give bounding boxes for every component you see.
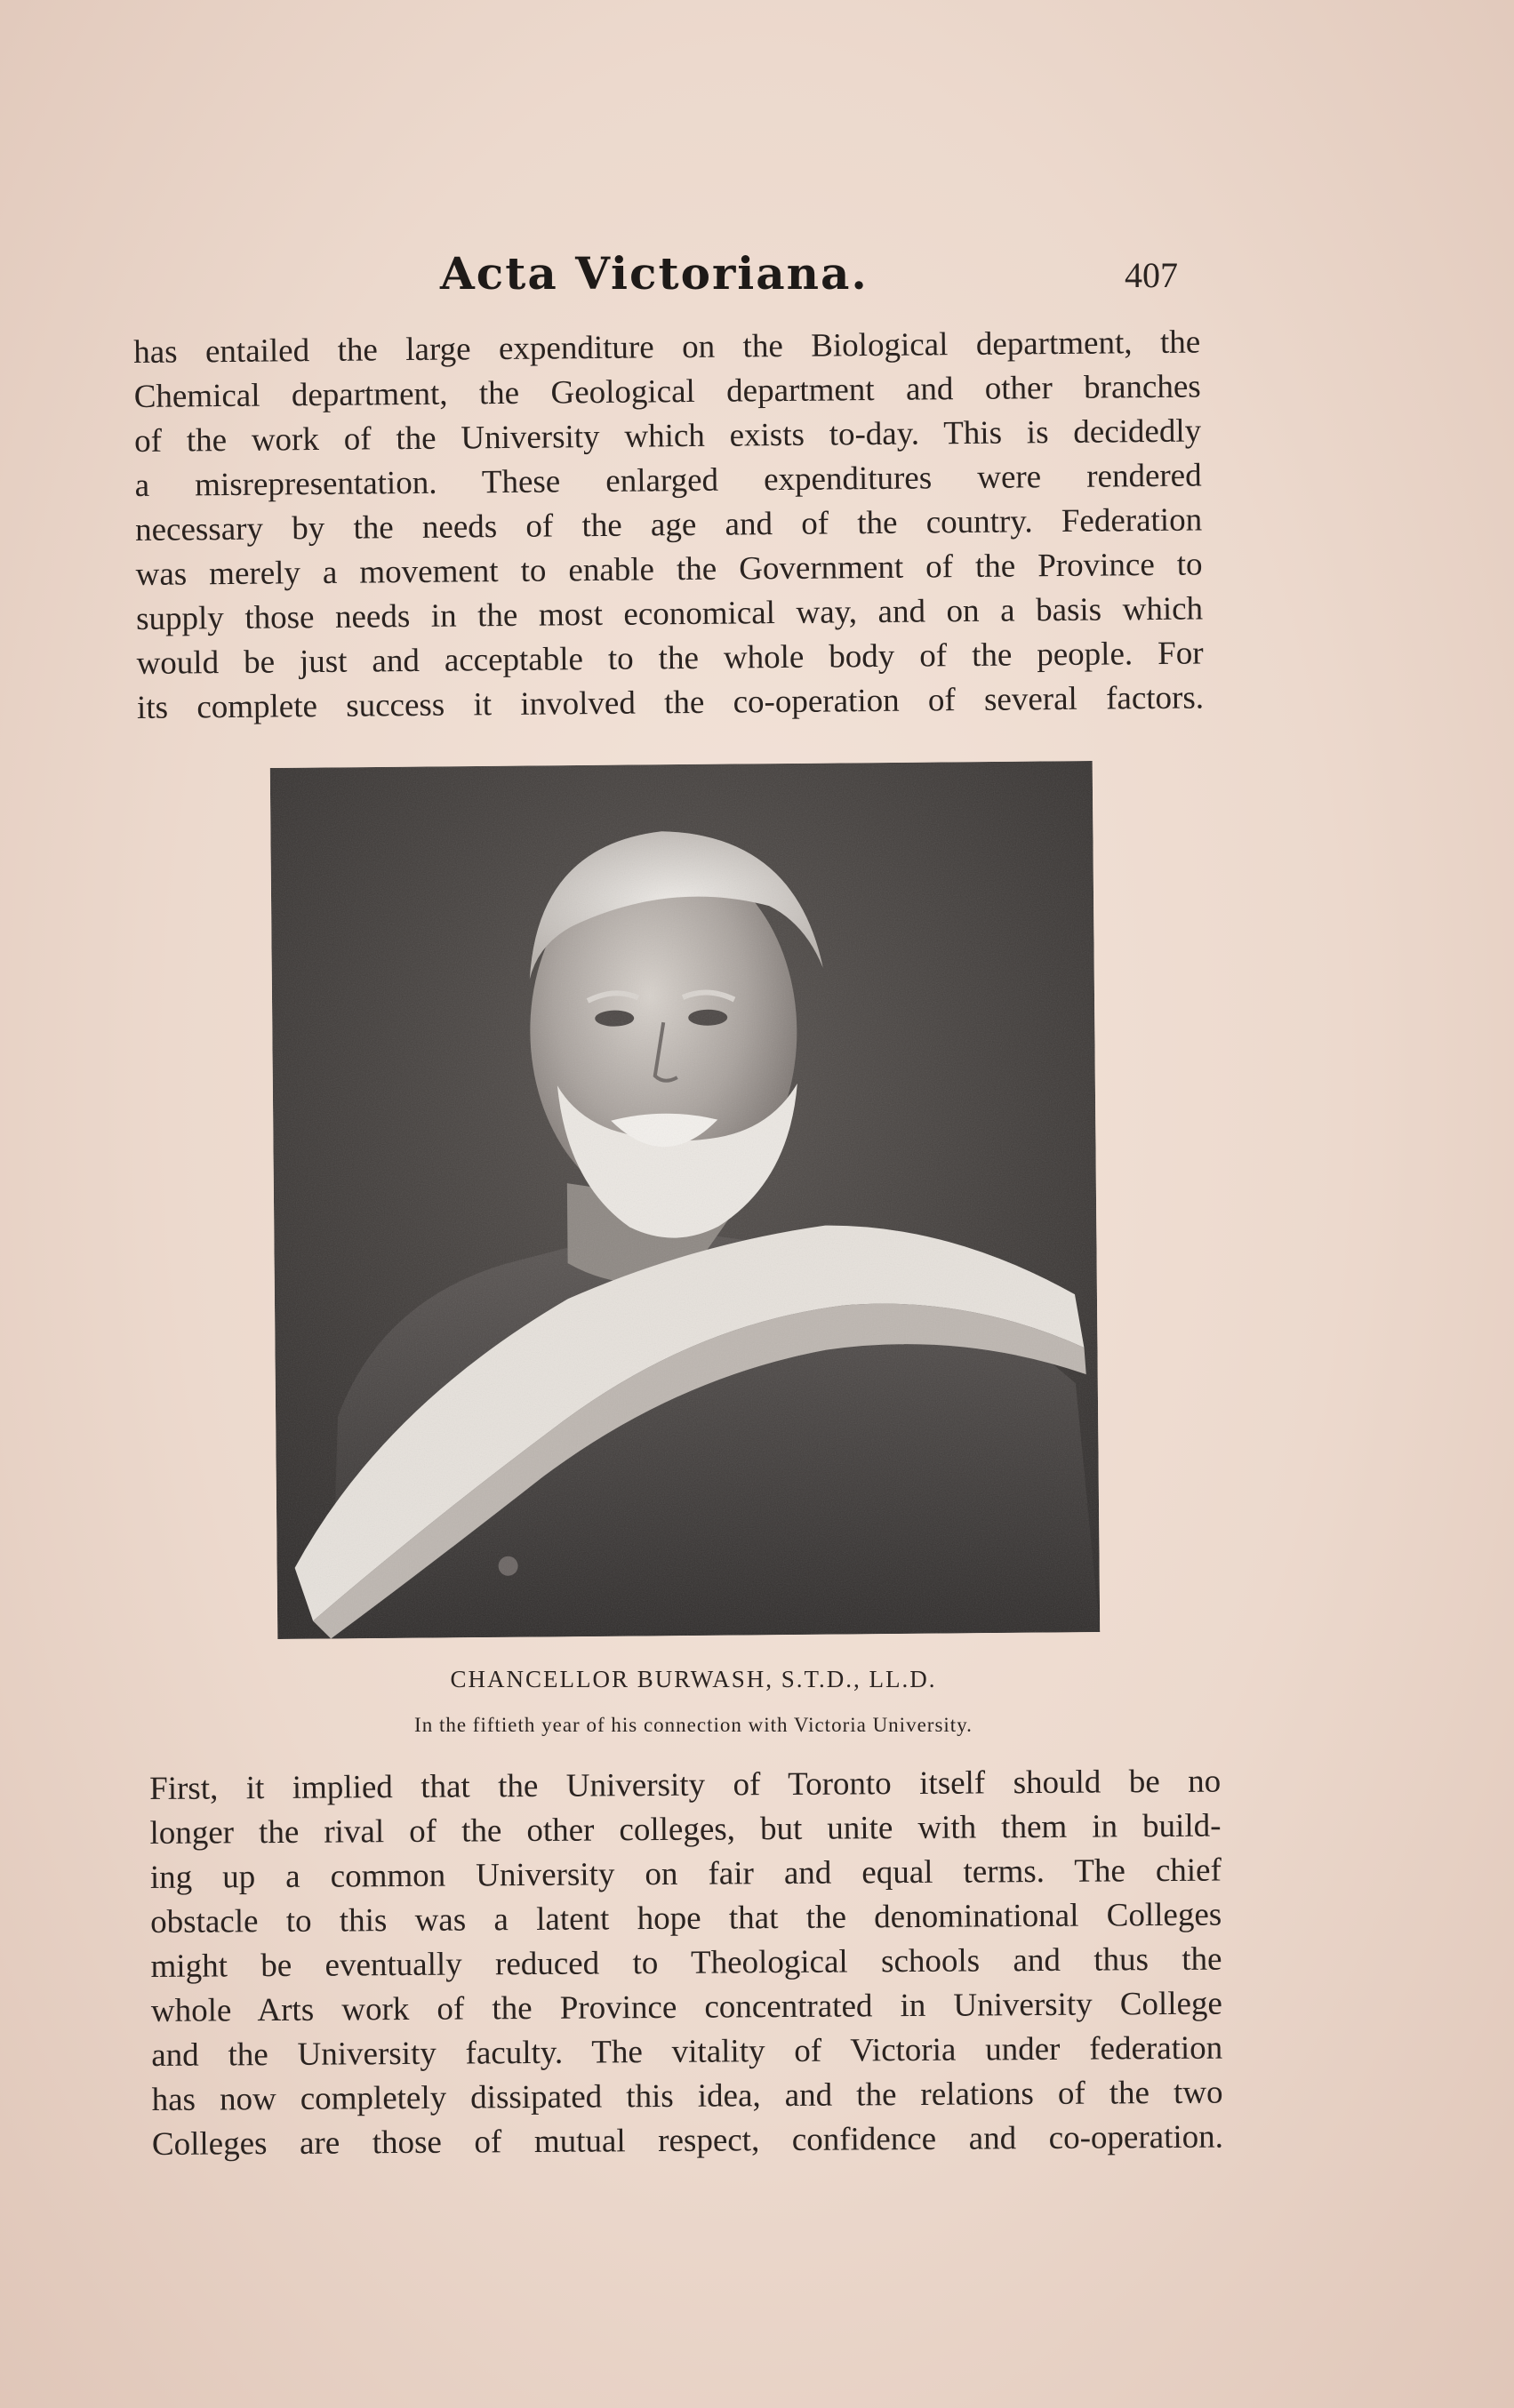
text-line: and the University faculty. The vitality of Victoria under federation — [151, 2029, 1223, 2074]
text-line: Colleges are those of mutual respect, confidence and co-operation. — [151, 2118, 1224, 2163]
text-line: supply those needs in the most economical way, and on a basis which — [135, 590, 1204, 637]
text-line: whole Arts work of the Province concentrated in University College — [150, 1985, 1223, 2029]
portrait-plate — [270, 761, 1101, 1639]
text-line: has now completely dissipated this idea, and the relations of the two — [151, 2074, 1223, 2118]
text-line: Chemical department, the Geological department and other branches — [133, 368, 1201, 415]
running-head — [133, 247, 1200, 309]
text-line: obstacle to this was a latent hope that the denominational Colleges — [150, 1896, 1222, 1940]
text-line: of the work of the University which exists to-day. This is decidedly — [133, 412, 1202, 460]
page-number: 407 — [1125, 255, 1178, 295]
text-line: ing up a common University on fair and equal terms. The chief — [149, 1852, 1222, 1896]
text-line: was merely a movement to enable the Government of the Province to — [135, 546, 1203, 593]
text-line: necessary by the needs of the age and of the country. Federation — [134, 501, 1203, 548]
portrait-photo — [270, 761, 1101, 1639]
text-line: First, it implied that the University of Toronto itself should be no — [149, 1763, 1222, 1807]
body-text-bottom — [149, 1760, 1223, 2167]
journal-title: Acta Victoriana. — [440, 247, 869, 300]
text-line: might be eventually reduced to Theological schools and thus the — [150, 1940, 1222, 1985]
plate-caption-note: In the fiftieth year of his connection with Victoria University. — [414, 1714, 973, 1736]
text-line: longer the rival of the other colleges, but unite with them in build- — [149, 1807, 1222, 1852]
text-line: a misrepresentation. These enlarged expenditures were rendered — [134, 457, 1202, 504]
plate-caption-name: CHANCELLOR BURWASH, S.T.D., LL.D. — [450, 1666, 937, 1692]
text-line: has entailed the large expenditure on the Biological department, the — [133, 324, 1201, 371]
text-line: its complete success it involved the co-operation of several factors. — [136, 679, 1205, 726]
text-line: would be just and acceptable to the whole body of the people. For — [136, 635, 1204, 682]
body-text-top — [133, 320, 1204, 730]
